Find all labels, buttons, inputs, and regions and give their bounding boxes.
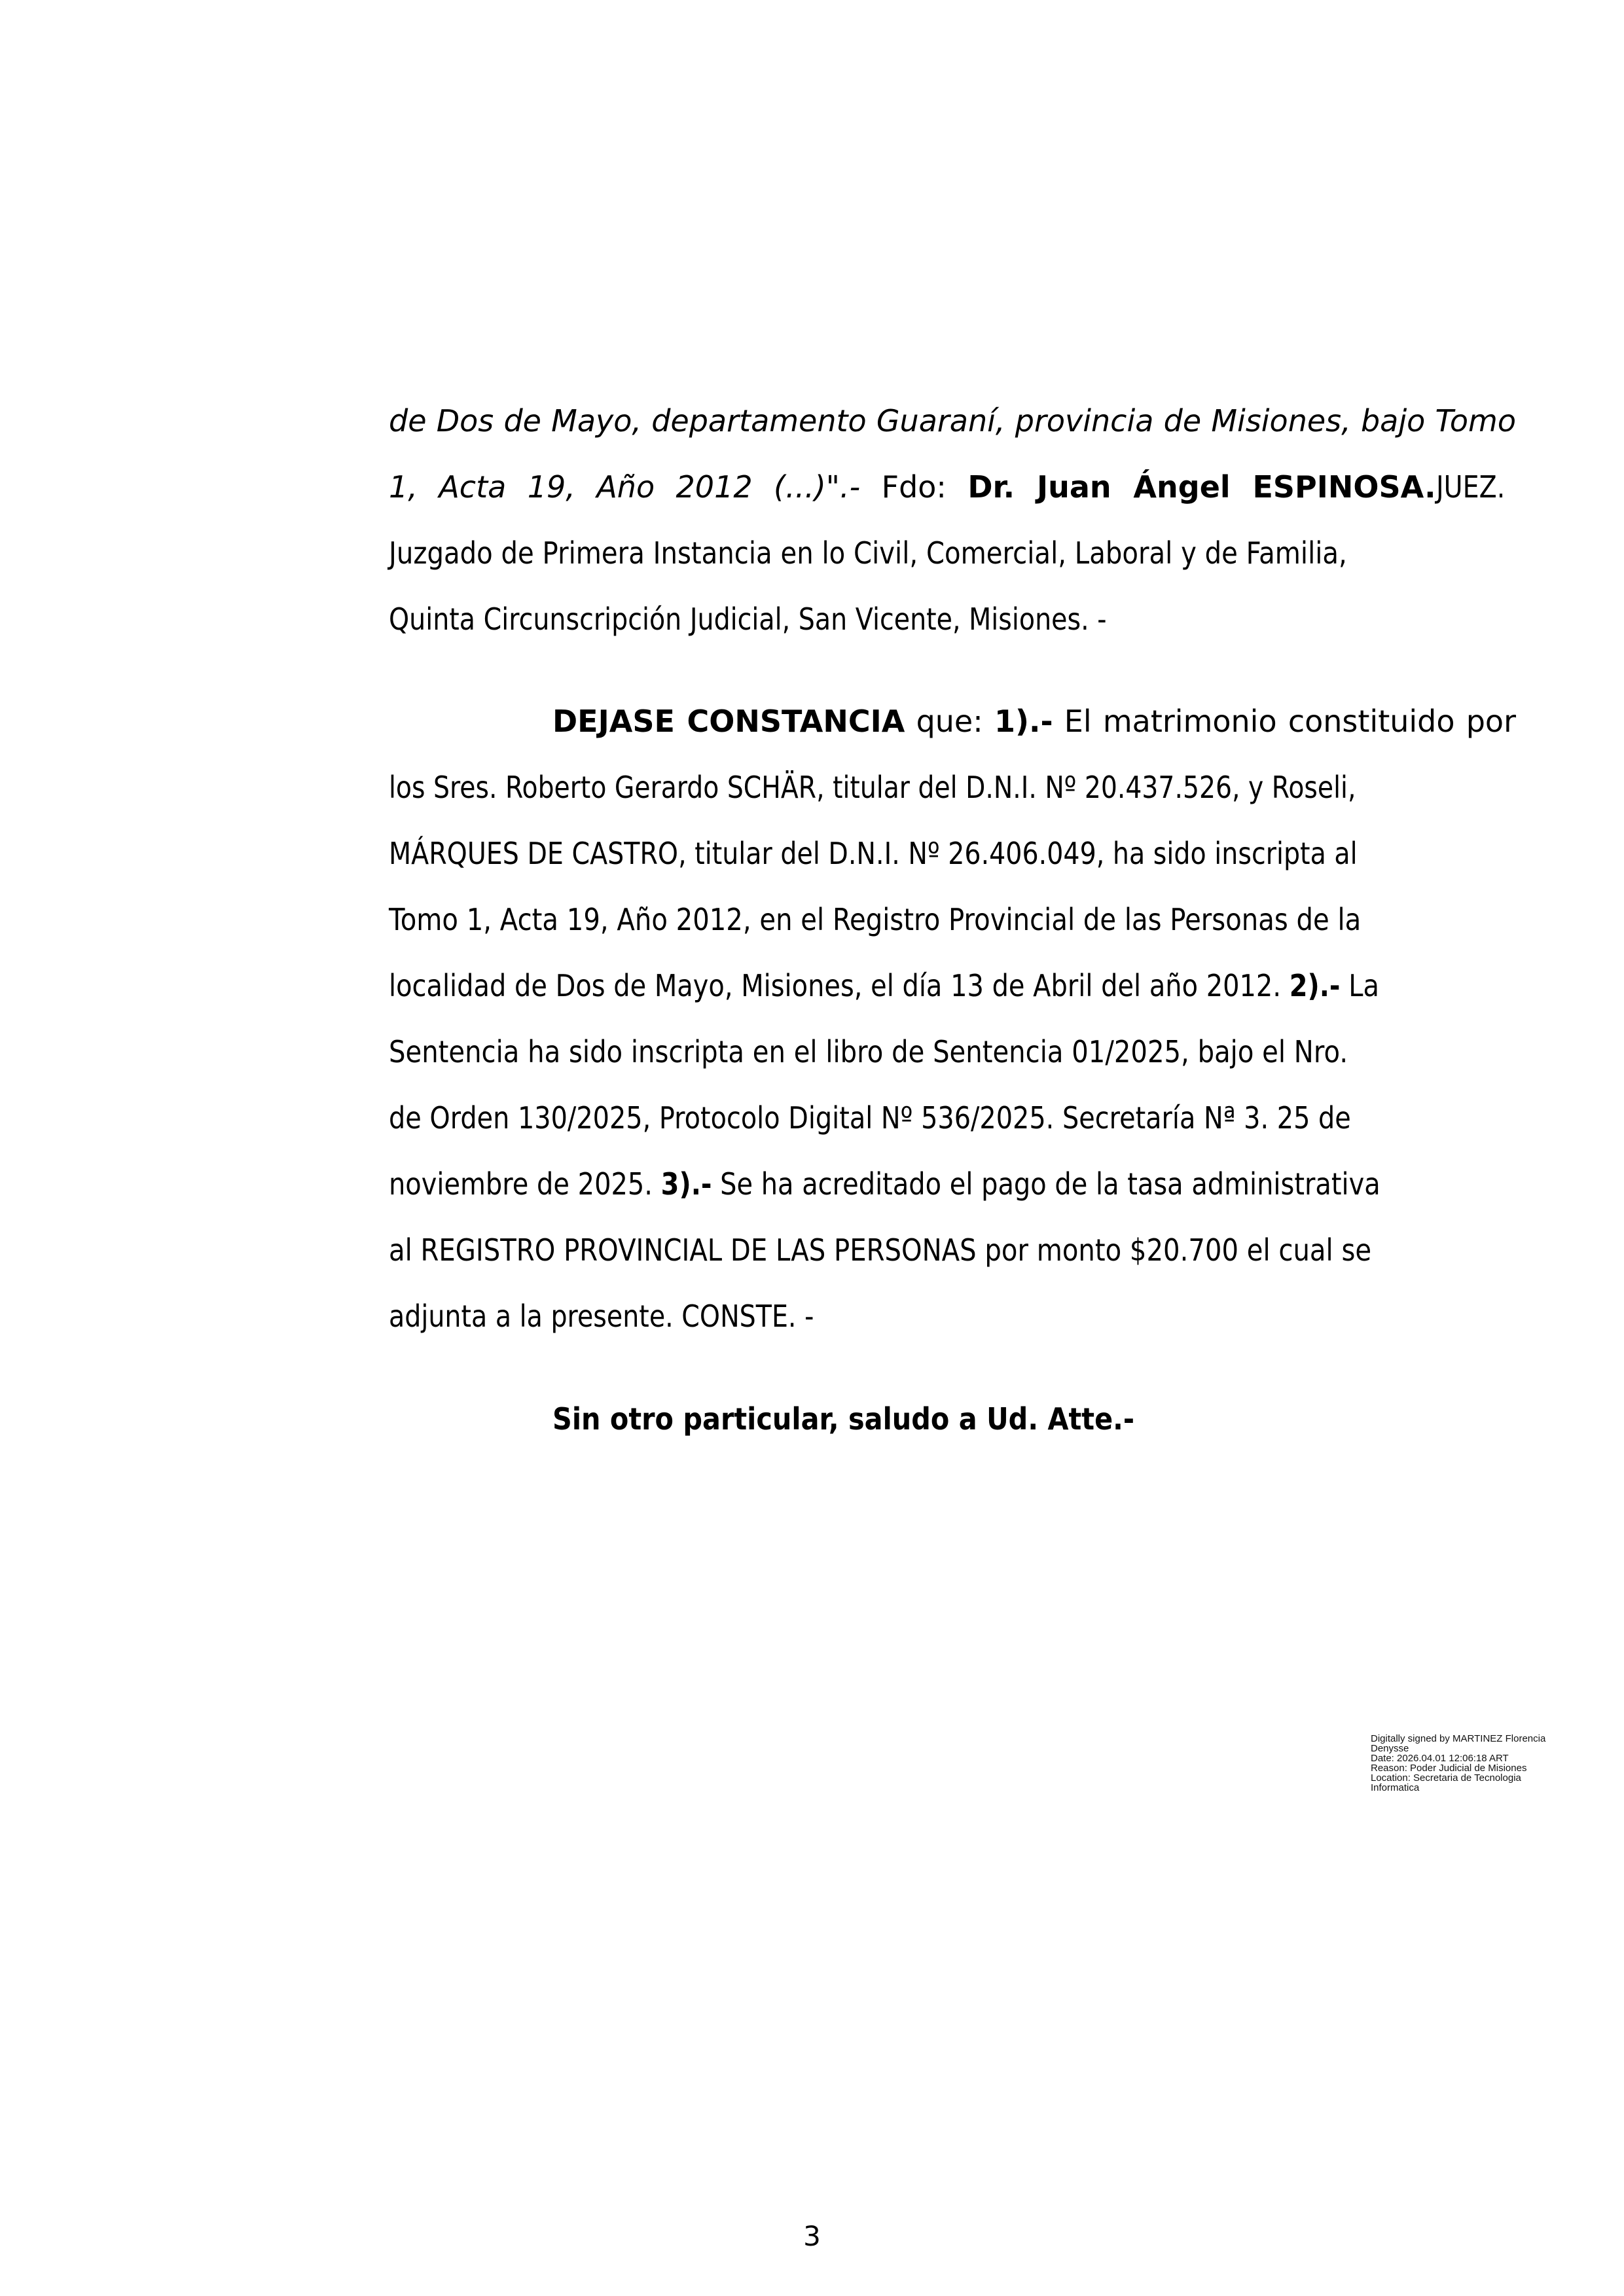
text-line [389,1217,1516,1283]
constancia-line-5-text: localidad de Dos de Mayo, Misiones, el día 13 de Abril del año 2012. [389,968,1290,1003]
judge-name: Dr. Juan Ángel ESPINOSA. [967,469,1436,505]
paragraph-sentence-quote [389,388,1516,653]
constancia-line-1: El matrimonio constituido por [1053,704,1516,739]
constancia-line-10: adjunta a la presente. CONSTE. - [389,1299,814,1334]
constancia-line-7: de Orden 130/2025, Protocolo Digital Nº 536/2025. Secretaría Nª 3. 25 de [389,1100,1351,1136]
digital-signature-stamp [1371,1734,1593,1793]
text-line [389,953,1516,1019]
text-line [389,821,1516,887]
signature-signed-by-cont: Denysse [1371,1743,1409,1754]
page-number: 3 [803,2220,821,2252]
court-jurisdiction: Quinta Circunscripción Judicial, San Vicente, Misiones. - [389,601,1107,637]
signature-reason: Reason: Poder Judicial de Misiones [1371,1763,1527,1774]
text-line [389,586,1516,653]
text-line [389,1151,1516,1217]
signature-location-cont: Informatica [1371,1782,1420,1793]
text-line [389,755,1516,821]
paragraph-constancia [389,689,1516,1350]
quote-line-1: de Dos de Mayo, departamento Guaraní, provincia de Misiones, bajo Tomo [389,403,1516,439]
constancia-heading: DEJASE CONSTANCIA [552,704,905,739]
court-name: Juzgado de Primera Instancia en lo Civil, Comercial, Laboral y de Familia, [389,535,1347,571]
text-line [389,1283,1516,1350]
signature-date: Date: 2026.04.01 12:06:18 ART [1371,1753,1509,1764]
constancia-line-8-text: noviembre de 2025. [389,1166,661,1202]
constancia-line-8 [389,1151,1380,1217]
constancia-line-8-rest: Se ha acreditado el pago de la tasa administrativa [712,1166,1380,1202]
quote-line-2: 1, Acta 19, Año 2012 (...)".- [389,469,861,505]
text-line [389,689,1516,755]
text-line [389,454,1516,520]
constancia-line-5 [389,953,1379,1019]
text-line [389,520,1516,586]
text-line [389,887,1516,953]
text-line [389,1019,1516,1085]
closing-text: Sin otro particular, saludo a Ud. Atte.- [552,1401,1135,1437]
constancia-line-3: MÁRQUES DE CASTRO, titular del D.N.I. Nº 26.406.049, ha sido inscripta al [389,836,1358,871]
constancia-line-4: Tomo 1, Acta 19, Año 2012, en el Registro Provincial de las Personas de la [389,902,1362,937]
signature-signed-by: Digitally signed by MARTINEZ Florencia [1371,1733,1546,1744]
item-1-label: 1).- [994,704,1053,739]
judge-title: JUEZ. [1435,469,1505,505]
signature-location: Location: Secretaria de Tecnologia [1371,1772,1521,1784]
closing-line [552,1386,1199,1452]
constancia-line-9: al REGISTRO PROVINCIAL DE LAS PERSONAS por monto $20.700 el cual se [389,1232,1372,1268]
constancia-line-5-rest: La [1340,968,1379,1003]
constancia-connector: que: [905,704,994,739]
constancia-line-6: Sentencia ha sido inscripta en el libro de Sentencia 01/2025, bajo el Nro. [389,1034,1348,1069]
item-2-label: 2).- [1289,968,1341,1003]
signed-by-label: Fdo: [860,469,968,505]
constancia-line-2: los Sres. Roberto Gerardo SCHÄR, titular del D.N.I. Nº 20.437.526, y Roseli, [389,770,1356,805]
item-3-label: 3).- [660,1166,712,1202]
text-line [389,1085,1516,1151]
text-line [389,388,1516,454]
